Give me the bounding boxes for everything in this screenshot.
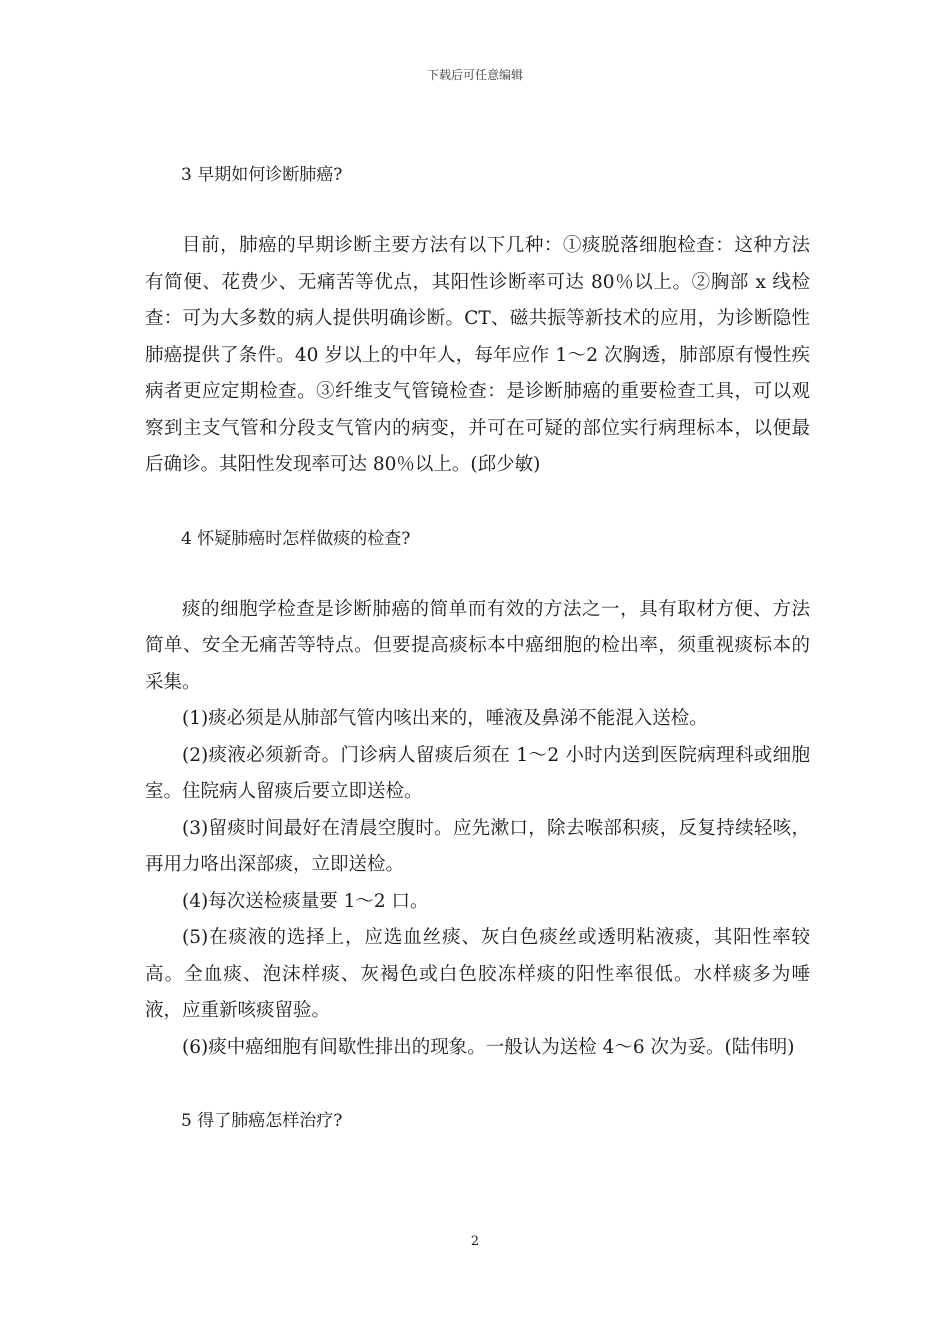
spacer [145,1066,810,1104]
list-item: (5)在痰液的选择上，应选血丝痰、灰白色痰丝或透明粘液痰，其阳性率较高。全血痰、泡沫样痰、灰褐色或白色胶冻样痰的阳性率很低。水样痰多为唾液，应重新咳痰留验。 [145,927,810,1021]
list-item: (3)留痰时间最好在清晨空腹时。应先漱口，除去喉部积痰，反复持续轻咳，再用力咯出深部痰，立即送检。 [145,817,810,875]
document-body [145,158,810,1138]
section-heading-q5: 5 得了肺癌怎样治疗? [181,1111,343,1131]
list-item: (2)痰液必须新奇。门诊病人留痰后须在 1～2 小时内送到医院病理科或细胞室。住院病人留痰后要立即送检。 [145,744,810,802]
page-number: 2 [470,1234,480,1249]
section-heading-q4: 4 怀疑肺癌时怎样做痰的检查? [181,528,411,549]
list-item: (6)痰中癌细胞有间歇性排出的现象。一般认为送检 4～6 次为妥。(陆伟明) [182,1036,795,1058]
list-item: (1)痰必须是从肺部气管内咳出来的，唾液及鼻涕不能混入送检。 [182,708,708,729]
list-item: (4)每次送检痰量要 1～2 口。 [182,890,429,912]
section-heading-q3: 3 早期如何诊断肺癌? [181,165,343,185]
spacer [145,484,810,522]
section-intro-q4: 痰的细胞学检查是诊断肺癌的简单而有效的方法之一，具有取材方便、方法简单、安全无痛苦等特点。但要提高痰标本中癌细胞的检出率，须重视痰标本的采集。 [145,598,810,693]
spacer [145,192,810,228]
page-header: 下载后可任意编辑 [426,68,523,82]
section-body-q3: 目前，肺癌的早期诊断主要方法有以下几种：①痰脱落细胞检查：这种方法有简便、花费少、无痛苦等优点，其阳性诊断率可达 80％以上。②胸部 x 线检查：可为大多数的病人提供明确诊断。CT、磁共振等新技术的应用，为诊断隐性肺癌提供了条件。40 岁以上的中年人，每年应作 1～2 次胸透，肺部原有慢性疾病者更应定期检查。③纤维支气管镜检查：是诊断肺癌的重要检查工具，可以观察到主支气管和分段支气管内的病变，并可在可疑的部位实行病理标本，以便最后确诊。其阳性发现率可达 80％以上。(邱少敏) [145,235,810,475]
spacer [145,556,810,592]
